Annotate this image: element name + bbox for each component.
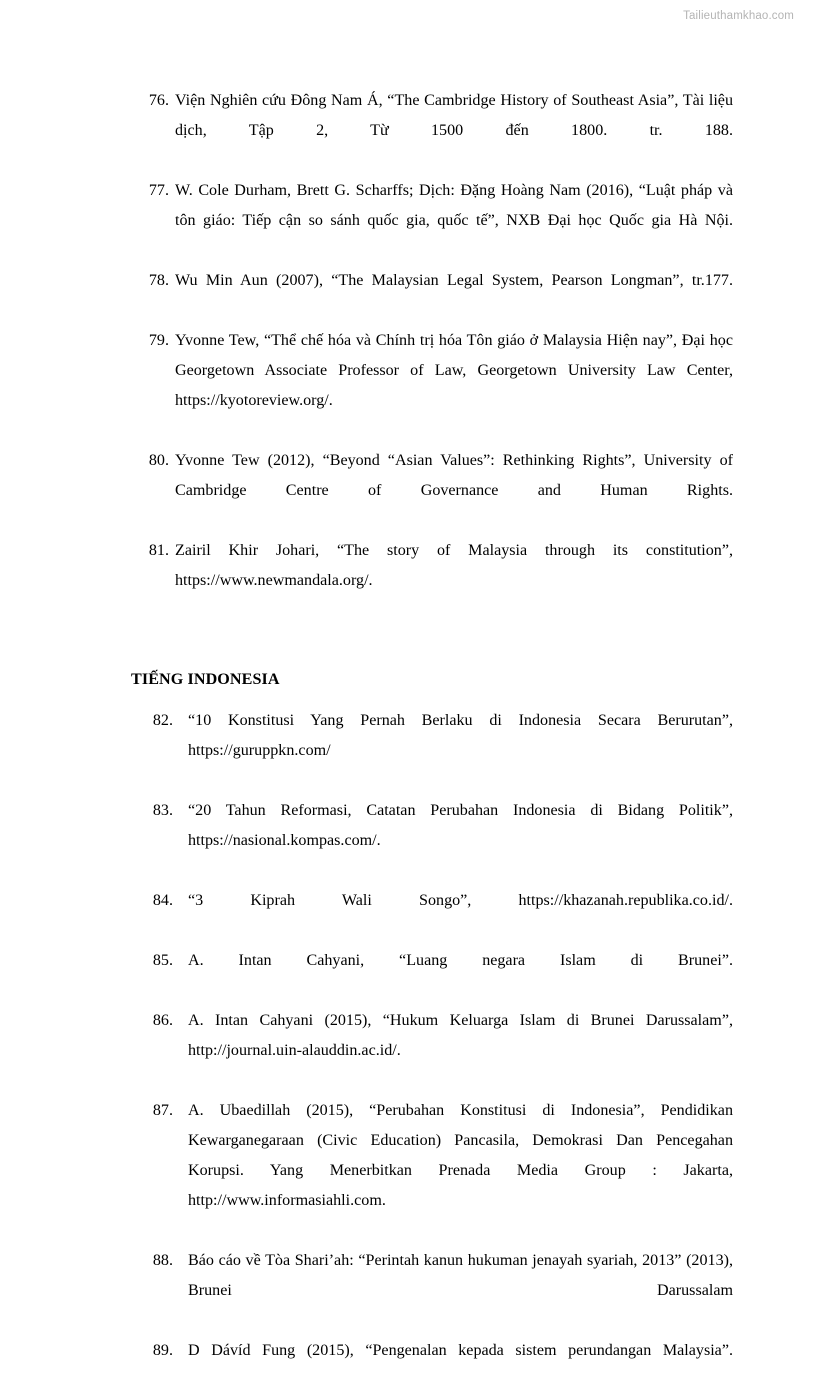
reference-text: “10 Konstitusi Yang Pernah Berlaku di Indonesia Secara Berurutan”, https://guruppkn.com/ <box>188 712 733 759</box>
reference-number: 87. <box>152 1102 173 1119</box>
reference-number: 83. <box>152 802 173 819</box>
reference-number: 82. <box>152 712 173 729</box>
reference-text: Wu Min Aun (2007), “The Malaysian Legal System, Pearson Longman”, tr.177. <box>175 272 733 289</box>
reference-text: Viện Nghiên cứu Đông Nam Á, “The Cambridge History of Southeast Asia”, Tài liệu dịch, Tập 2, Từ 1500 đến 1800. tr. 188. <box>175 92 733 139</box>
heading-spacer-top <box>131 626 733 665</box>
reference-number: 88. <box>152 1252 173 1269</box>
reference-text: A. Intan Cahyani, “Luang negara Islam di Brunei”. <box>188 952 733 969</box>
reference-entry <box>131 536 733 626</box>
reference-number: 81. <box>148 542 169 559</box>
reference-entry <box>131 1096 733 1246</box>
reference-entry <box>131 706 733 796</box>
reference-text: “20 Tahun Reformasi, Catatan Perubahan Indonesia di Bidang Politik”, https://nasional.kompas.com/. <box>188 802 733 849</box>
watermark-text: Tailieuthamkhao.com <box>683 10 794 22</box>
heading-spacer-bottom <box>131 695 733 706</box>
reference-number: 86. <box>152 1012 173 1029</box>
reference-list-part-two <box>131 706 733 1396</box>
reference-entry <box>131 796 733 886</box>
reference-text: Báo cáo về Tòa Shari’ah: “Perintah kanun hukuman jenayah syariah, 2013” (2013), Brunei Darussalam <box>188 1252 733 1299</box>
reference-number: 77. <box>148 182 169 199</box>
reference-entry <box>131 266 733 326</box>
reference-entry <box>131 1006 733 1096</box>
section-heading: TIẾNG INDONESIA <box>131 671 280 688</box>
reference-entry <box>131 946 733 1006</box>
reference-number: 79. <box>148 332 169 349</box>
reference-text: A. Ubaedillah (2015), “Perubahan Konstitusi di Indonesia”, Pendidikan Kewarganegaraan (Civic Education) Pancasila, Demokrasi Dan Pencegahan Korupsi. Yang Menerbitkan Prenada Media Group : Jakarta, http://www.informasiahli.com. <box>188 1102 733 1209</box>
reference-text: D Dávíd Fung (2015), “Pengenalan kepada sistem perundangan Malaysia”. <box>188 1342 733 1359</box>
reference-text: W. Cole Durham, Brett G. Scharffs; Dịch: Đặng Hoàng Nam (2016), “Luật pháp và tôn giáo: Tiếp cận so sánh quốc gia, quốc tế”, NXB Đại học Quốc gia Hà Nội. <box>175 182 733 229</box>
reference-entry <box>131 446 733 536</box>
reference-entry <box>131 326 733 446</box>
reference-text: Yvonne Tew, “Thể chế hóa và Chính trị hóa Tôn giáo ở Malaysia Hiện nay”, Đại học Georgetown Associate Professor of Law, Georgetown University Law Center, https://kyotoreview.org/. <box>175 332 733 409</box>
reference-entry <box>131 886 733 946</box>
reference-number: 80. <box>148 452 169 469</box>
reference-number: 76. <box>148 92 169 109</box>
reference-number: 89. <box>152 1342 173 1359</box>
reference-number: 78. <box>148 272 169 289</box>
reference-list-part-one <box>131 86 733 626</box>
reference-text: Zairil Khir Johari, “The story of Malaysia through its constitution”, https://www.newmandala.org/. <box>175 542 733 589</box>
reference-number: 84. <box>152 892 173 909</box>
reference-entry <box>131 86 733 176</box>
reference-entry <box>131 1246 733 1336</box>
reference-number: 85. <box>152 952 173 969</box>
reference-text: “3 Kiprah Wali Songo”, https://khazanah.republika.co.id/. <box>188 892 733 909</box>
reference-entry <box>131 1336 733 1396</box>
reference-text: Yvonne Tew (2012), “Beyond “Asian Values”: Rethinking Rights”, University of Cambridge Centre of Governance and Human Rights. <box>175 452 733 499</box>
document-content <box>131 86 733 1396</box>
reference-entry <box>131 176 733 266</box>
reference-text: A. Intan Cahyani (2015), “Hukum Keluarga Islam di Brunei Darussalam”, http://journal.uin-alauddin.ac.id/. <box>188 1012 733 1059</box>
